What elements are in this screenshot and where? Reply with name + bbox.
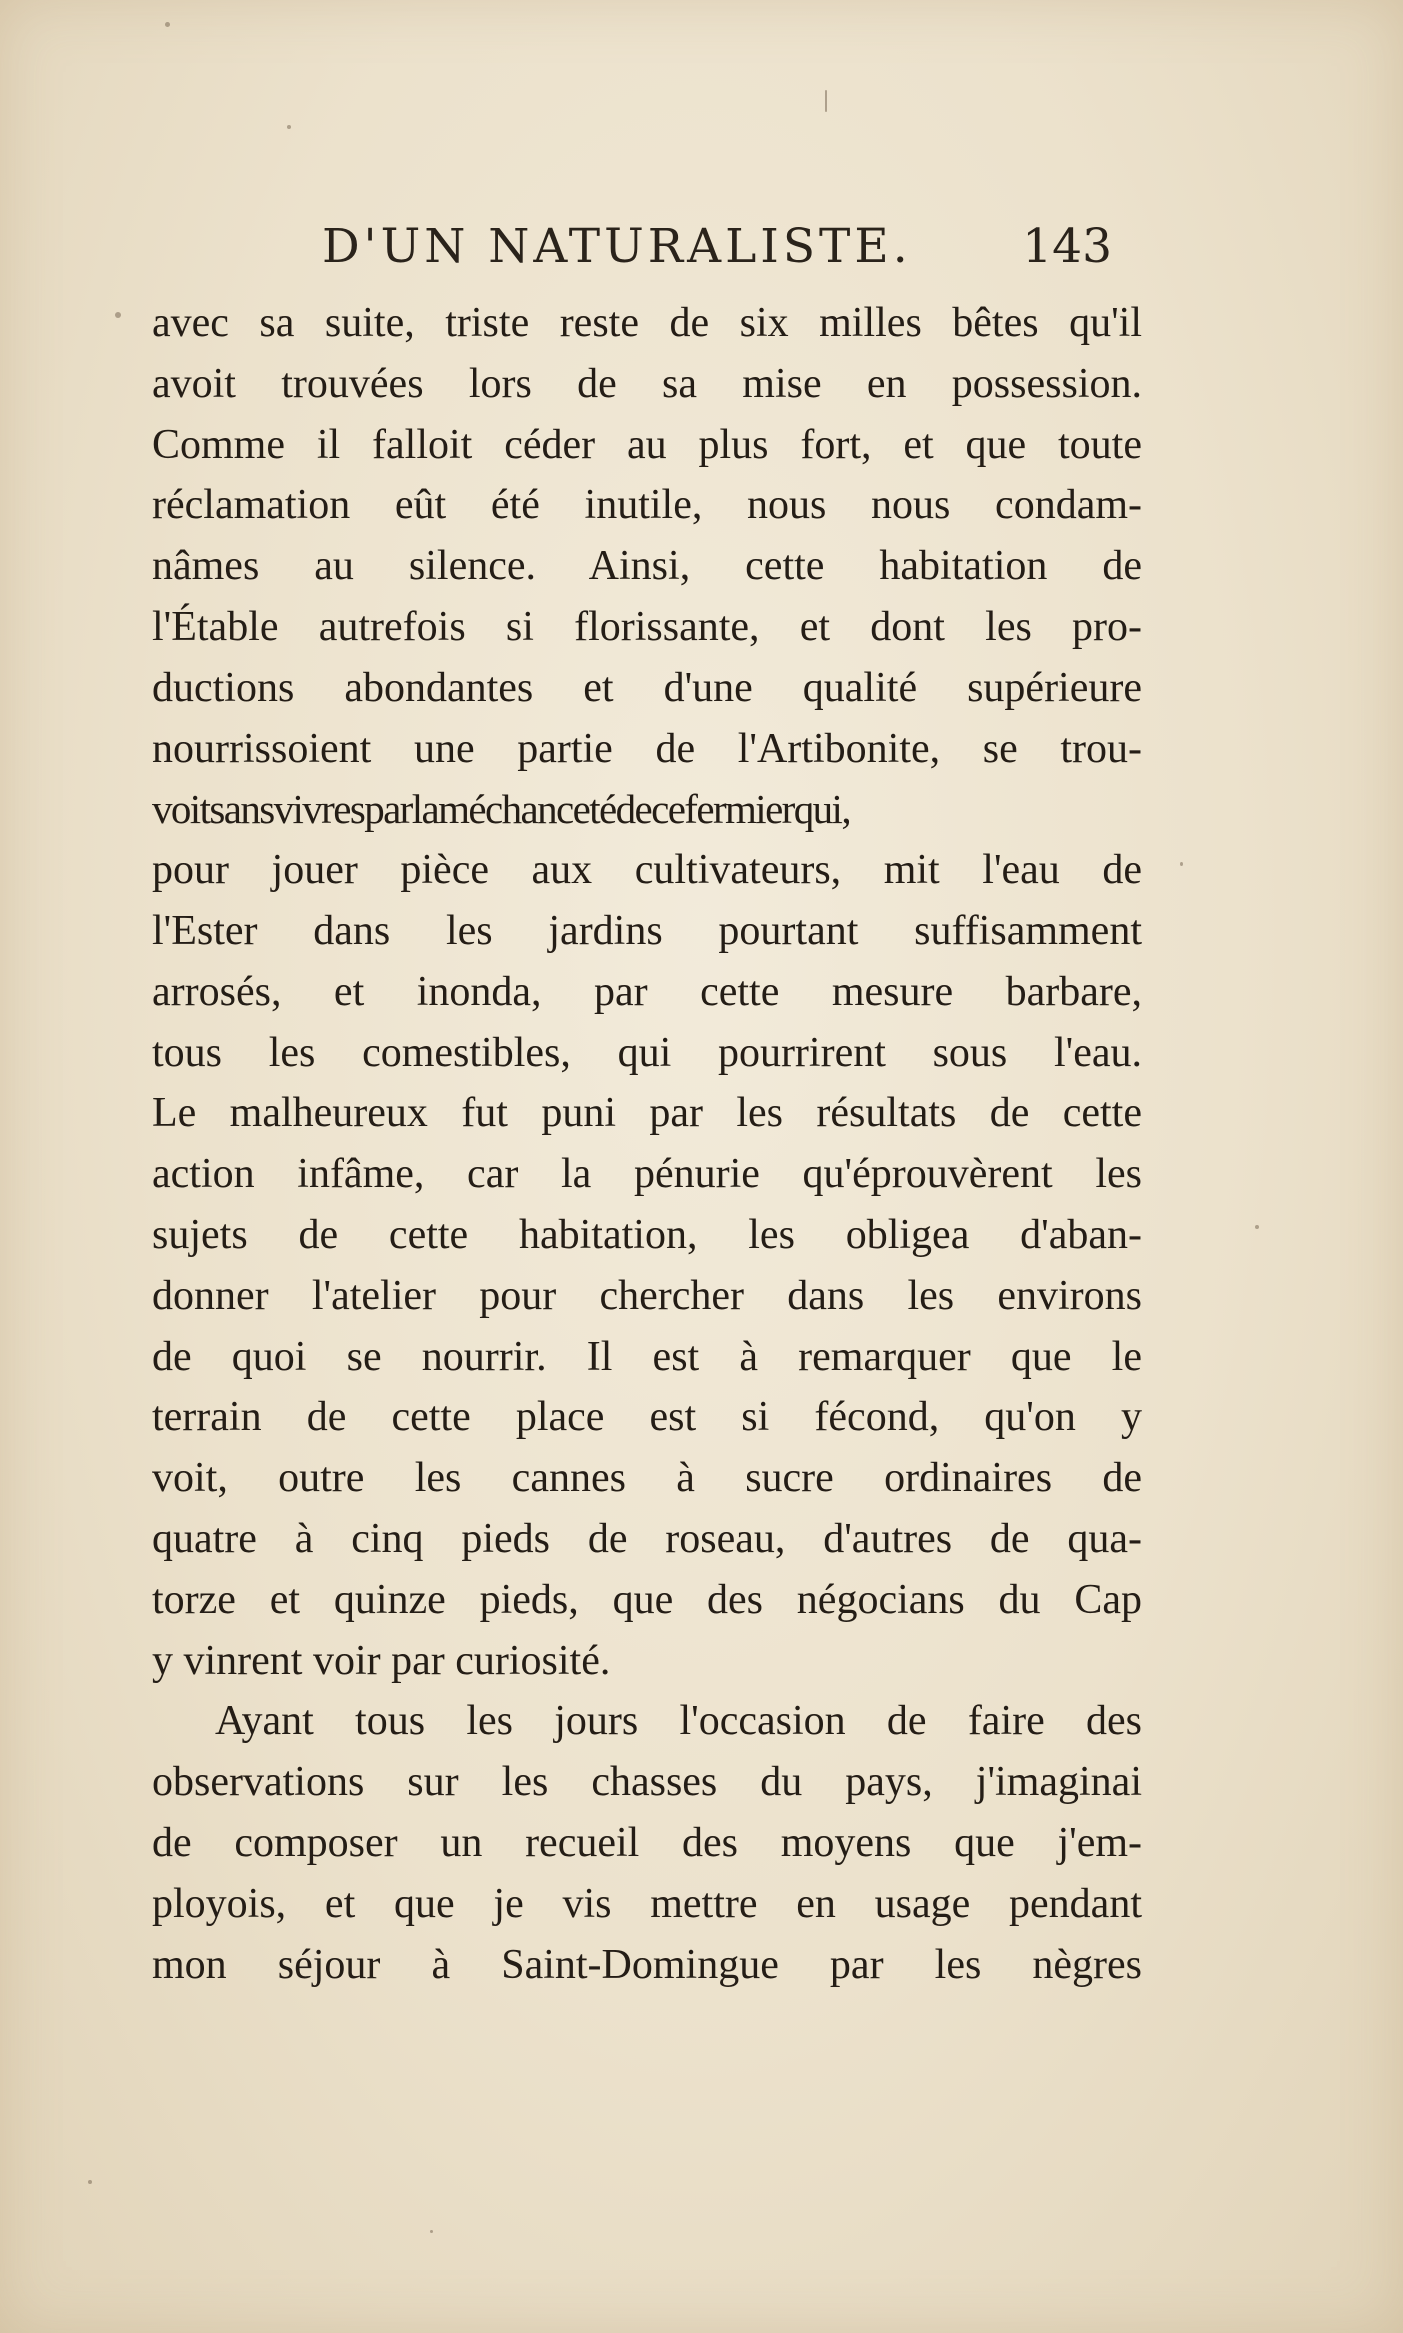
text-line: ductions abondantes et d'une qualité supérieure	[152, 664, 1142, 711]
text-line: torze et quinze pieds, que des négocians du Cap	[152, 1576, 1142, 1623]
text-line: y vinrent voir par curiosité.	[152, 1637, 611, 1684]
page-number: 143	[1022, 219, 1112, 274]
text-line: avoit trouvées lors de sa mise en possession.	[152, 360, 1142, 407]
text-line: sujets de cette habitation, les obligea d'aban-	[152, 1211, 1142, 1258]
text-line: pour jouer pièce aux cultivateurs, mit l'eau de	[152, 847, 1142, 894]
paper-speck	[430, 2230, 433, 2233]
text-line: terrain de cette place est si fécond, qu'on y	[152, 1394, 1142, 1441]
text-line: tous les comestibles, qui pourrirent sous l'eau.	[152, 1029, 1142, 1076]
text-line: mon séjour à Saint-Domingue par les nègres	[152, 1941, 1142, 1988]
text-line: de quoi se nourrir. Il est à remarquer que le	[152, 1333, 1142, 1380]
running-title: D'UN NATURALISTE.	[322, 219, 912, 274]
text-line: réclamation eût été inutile, nous nous condam-	[152, 482, 1142, 529]
paper-speck	[825, 90, 827, 112]
paper-speck	[287, 125, 291, 129]
text-line: voitsansvivresparlaméchancetédecefermierqui,	[152, 786, 850, 833]
text-line: action infâme, car la pénurie qu'éprouvèrent les	[152, 1151, 1142, 1198]
running-head	[322, 212, 1112, 282]
text-line: nourrissoient une partie de l'Artibonite, se trou-	[152, 725, 1142, 772]
text-line: observations sur les chasses du pays, j'imaginai	[152, 1759, 1142, 1806]
paper-speck	[1255, 1225, 1259, 1229]
text-line: l'Ester dans les jardins pourtant suffisamment	[152, 907, 1142, 954]
text-line: ployois, et que je vis mettre en usage pendant	[152, 1880, 1142, 1927]
paper-speck	[88, 2180, 92, 2184]
text-line: donner l'atelier pour chercher dans les environs	[152, 1272, 1142, 1319]
text-line: de composer un recueil des moyens que j'em-	[152, 1819, 1142, 1866]
text-line: Ayant tous les jours l'occasion de faire des	[215, 1698, 1142, 1745]
paper-speck	[165, 22, 170, 27]
text-line: Comme il falloit céder au plus fort, et que toute	[152, 421, 1142, 468]
text-line: arrosés, et inonda, par cette mesure barbare,	[152, 968, 1142, 1015]
text-line: voit, outre les cannes à sucre ordinaires de	[152, 1455, 1142, 1502]
text-line: quatre à cinq pieds de roseau, d'autres de qua-	[152, 1515, 1142, 1562]
text-line: nâmes au silence. Ainsi, cette habitation de	[152, 543, 1142, 590]
paper-speck	[115, 312, 121, 318]
text-line: l'Étable autrefois si florissante, et dont les pro-	[152, 603, 1142, 650]
body-text	[152, 293, 1142, 1995]
paper-speck	[1180, 862, 1183, 866]
text-line: Le malheureux fut puni par les résultats de cette	[152, 1090, 1142, 1137]
text-line: avec sa suite, triste reste de six milles bêtes qu'il	[152, 300, 1142, 346]
